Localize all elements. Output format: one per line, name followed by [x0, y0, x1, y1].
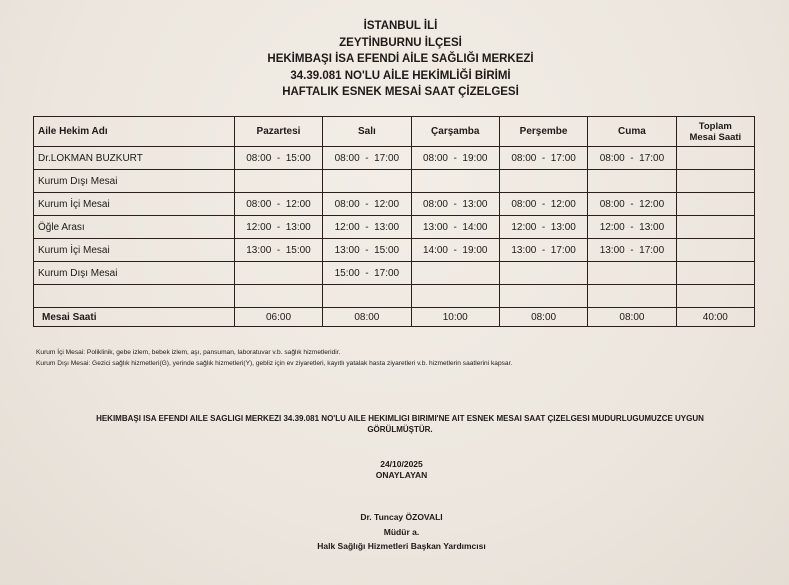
- cell-thursday: 08:00 - 17:00: [499, 147, 587, 170]
- cell-friday: [588, 170, 676, 193]
- cell-friday: [588, 262, 676, 285]
- header-province: İSTANBUL İLİ: [363, 20, 438, 32]
- note-external-hours: Kurum Dışı Mesai: Gezici sağlık hizmetleri(G), yerinde sağlık hizmetleri(Y), gebliz için ev ziyaretleri, kayıtlı yatalak hasta ziyaretleri v.b. hizmetlerin saatlerini kapsar.: [36, 360, 513, 367]
- table-row: [34, 147, 755, 170]
- column-header-friday: Cuma: [588, 117, 676, 147]
- cell-total: [676, 216, 754, 239]
- cell-total: [676, 147, 754, 170]
- row-label: Öğle Arası: [34, 216, 235, 239]
- table-header-row: [34, 117, 755, 147]
- note-internal-hours: Kurum İçi Mesai: Poliklinik, gebe izlem, bebek izlem, aşı, pansuman, laboratuvar v.b. sağlık hizmetleridir.: [36, 349, 341, 356]
- cell-wednesday: 08:00 - 19:00: [411, 147, 499, 170]
- cell-tuesday: 08:00 - 17:00: [323, 147, 411, 170]
- column-header-monday: Pazartesi: [234, 117, 322, 147]
- approval-date-block: [7, 459, 789, 481]
- cell-total: [676, 285, 754, 308]
- cell-wednesday: [411, 262, 499, 285]
- cell-tuesday: 08:00 - 12:00: [323, 193, 411, 216]
- column-header-wednesday: Çarşamba: [411, 117, 499, 147]
- cell-friday: [588, 285, 676, 308]
- approval-date: 24/10/2025: [380, 459, 423, 469]
- summary-friday: 08:00: [588, 308, 676, 327]
- cell-tuesday: [323, 285, 411, 308]
- document-header: [6, 18, 789, 101]
- cell-monday: [234, 262, 322, 285]
- summary-wednesday: 10:00: [411, 308, 499, 327]
- cell-monday: 08:00 - 12:00: [234, 193, 322, 216]
- cell-total: [676, 262, 754, 285]
- table-row: [34, 193, 755, 216]
- cell-tuesday: 12:00 - 13:00: [323, 216, 411, 239]
- cell-thursday: 13:00 - 17:00: [499, 239, 587, 262]
- approval-line-1: HEKIMBAŞI ISA EFENDI AILE SAGLIGI MERKEZI 34.39.081 NO'LU AILE HEKIMLIGI BIRIMI'NE AIT ESNEK MESAI SAAT ÇIZELGESI MUDURLUGUMUZCE UYGUN: [96, 414, 704, 423]
- cell-thursday: [499, 170, 587, 193]
- cell-thursday: 08:00 - 12:00: [499, 193, 587, 216]
- table-row: [34, 216, 755, 239]
- cell-monday: [234, 170, 322, 193]
- cell-monday: 08:00 - 15:00: [234, 147, 322, 170]
- cell-friday: 08:00 - 12:00: [588, 193, 676, 216]
- cell-tuesday: [323, 170, 411, 193]
- cell-tuesday: 13:00 - 15:00: [323, 239, 411, 262]
- cell-monday: [234, 285, 322, 308]
- approval-statement: [60, 413, 740, 435]
- total-header-line1: Toplam: [698, 120, 732, 132]
- signatory-position: Halk Sağlığı Hizmetleri Başkan Yardımcısı: [317, 541, 486, 551]
- cell-friday: 12:00 - 13:00: [588, 216, 676, 239]
- cell-tuesday: 15:00 - 17:00: [323, 262, 411, 285]
- row-label: [34, 285, 235, 308]
- cell-wednesday: 13:00 - 14:00: [411, 216, 499, 239]
- cell-thursday: [499, 285, 587, 308]
- row-label: Kurum İçi Mesai: [34, 239, 235, 262]
- table-row: [34, 239, 755, 262]
- cell-thursday: 12:00 - 13:00: [499, 216, 587, 239]
- table-row: [34, 262, 755, 285]
- cell-total: [676, 239, 754, 262]
- signatory-title: Müdür a.: [383, 526, 420, 537]
- header-unit: 34.39.081 NO'LU AİLE HEKİMLİĞİ BİRİMİ: [290, 69, 511, 82]
- cell-friday: 13:00 - 17:00: [588, 239, 676, 262]
- summary-total: 40:00: [676, 308, 754, 327]
- summary-label: Mesai Saati: [34, 308, 235, 327]
- signatory-name: Dr. Tuncay ÖZOVALI: [360, 512, 443, 522]
- cell-monday: 13:00 - 15:00: [234, 239, 322, 262]
- column-header-tuesday: Salı: [323, 117, 411, 147]
- cell-monday: 12:00 - 13:00: [234, 216, 322, 239]
- notes: [36, 347, 512, 369]
- column-header-doctor-name: Aile Hekim Adı: [34, 117, 235, 147]
- table-row: [34, 285, 755, 308]
- approval-status: ONAYLAYAN: [375, 470, 428, 480]
- summary-monday: 06:00: [234, 308, 322, 327]
- row-label: Kurum Dışı Mesai: [34, 262, 235, 285]
- cell-wednesday: 08:00 - 13:00: [411, 193, 499, 216]
- signature-block: [7, 510, 789, 554]
- summary-tuesday: 08:00: [323, 308, 411, 327]
- cell-total: [676, 193, 754, 216]
- column-header-thursday: Perşembe: [499, 117, 587, 147]
- approval-line-2: GÖRÜLMÜŞTÜR.: [367, 425, 433, 434]
- row-label: Kurum İçi Mesai: [34, 193, 235, 216]
- summary-thursday: 08:00: [499, 308, 587, 327]
- cell-total: [676, 170, 754, 193]
- document-title: HAFTALIK ESNEK MESAİ SAAT ÇİZELGESİ: [282, 86, 519, 99]
- header-health-center: HEKİMBAŞI İSA EFENDİ AİLE SAĞLIĞI MERKEZİ: [267, 53, 534, 66]
- column-header-total-hours: [676, 117, 754, 147]
- schedule-table: [33, 116, 755, 327]
- cell-wednesday: [411, 170, 499, 193]
- row-label: Dr.LOKMAN BUZKURT: [34, 147, 235, 170]
- summary-row: [34, 308, 755, 327]
- total-header-line2: Mesai Saati: [689, 131, 742, 143]
- cell-wednesday: [411, 285, 499, 308]
- cell-friday: 08:00 - 17:00: [588, 147, 676, 170]
- table-row: [34, 170, 755, 193]
- row-label: Kurum Dışı Mesai: [34, 170, 235, 193]
- cell-wednesday: 14:00 - 19:00: [411, 239, 499, 262]
- header-district: ZEYTİNBURNU İLÇESİ: [339, 36, 462, 49]
- cell-thursday: [499, 262, 587, 285]
